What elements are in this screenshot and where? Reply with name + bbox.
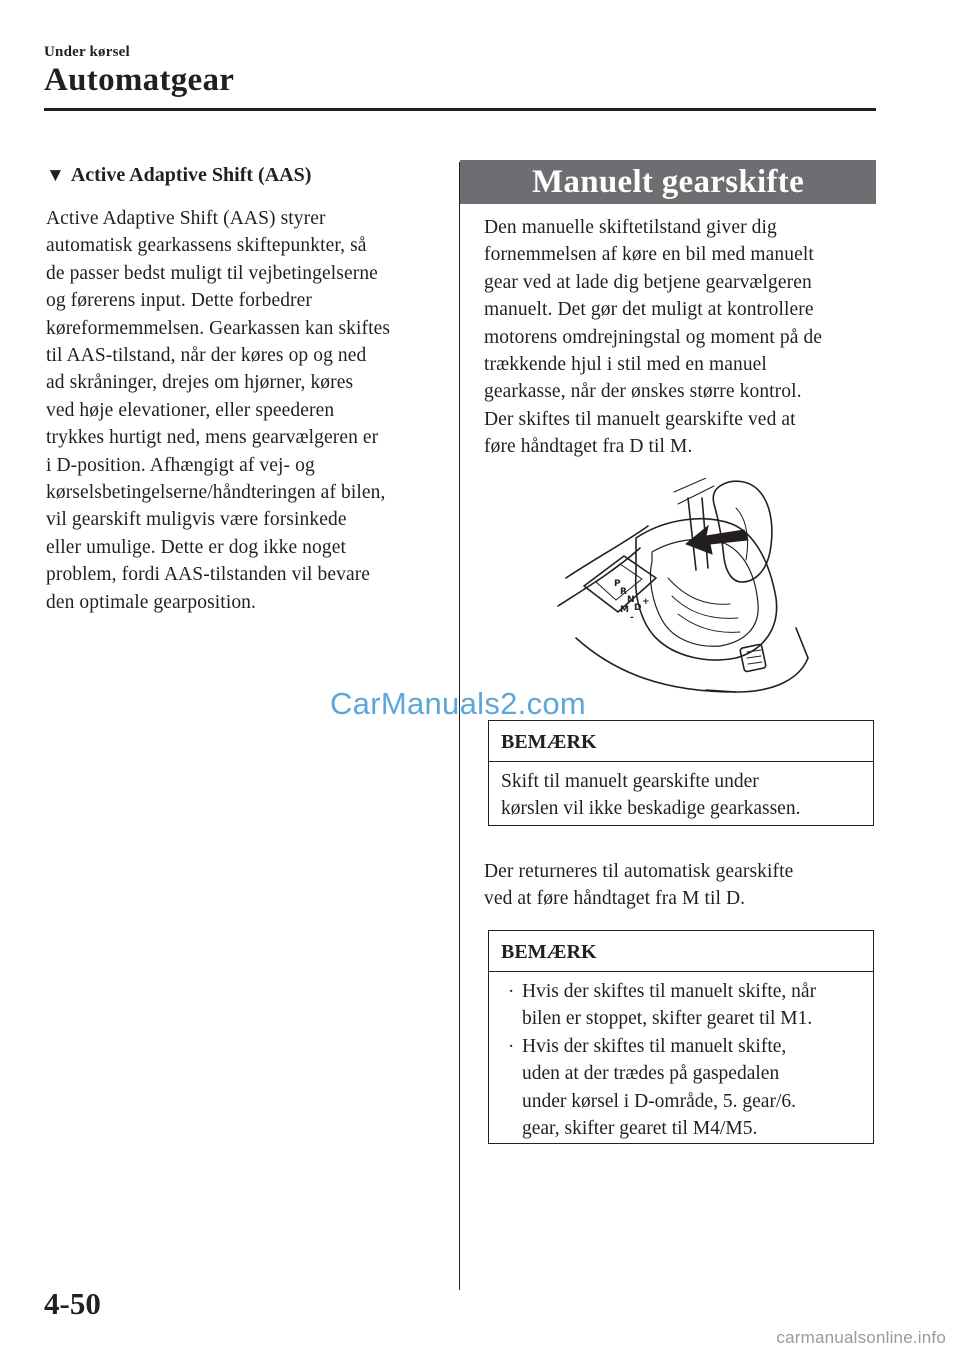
text-line: under kørsel i D-område, 5. gear/6.: [522, 1090, 796, 1112]
note-bullet: [505, 978, 863, 1033]
note-heading: BEMÆRK: [489, 721, 873, 762]
text-line: Der returneres til automatisk gearskifte: [484, 861, 794, 882]
section-label: Under kørsel: [44, 44, 130, 60]
footer-site-mark: carmanualsonline.info: [776, 1328, 946, 1347]
text-line: Den manuelle skiftetilstand giver dig: [484, 217, 777, 238]
gate-label-m: M: [620, 605, 629, 615]
text-line: til AAS-tilstand, når der køres op og ned: [46, 345, 367, 367]
section-banner: Manuelt gearskifte: [460, 160, 876, 204]
text-line: gearkasse, når der ønskes større kontrol.: [484, 381, 802, 403]
manual-intro-paragraph: [484, 214, 876, 461]
text-line: ved at føre håndtaget fra M til D.: [484, 888, 746, 910]
text-line: Skift til manuelt gearskifte under: [501, 771, 759, 792]
text-line: manuelt. Det gør det muligt at kontrollere: [484, 299, 814, 321]
text-line: Hvis der skiftes til manuelt skifte, når: [522, 981, 817, 1002]
note-box: [488, 720, 874, 826]
text-line: føre håndtaget fra D til M.: [484, 436, 693, 458]
text-line: trykkes hurtigt ned, mens gearvælgeren er: [46, 427, 379, 449]
gate-label-plus: +: [642, 597, 650, 607]
text-line: ved høje elevationer, eller speederen: [46, 399, 335, 421]
note-body: [489, 972, 873, 1150]
text-line: fornemmelsen af køre en bil med manuelt: [484, 244, 814, 266]
gate-label-d: D: [634, 603, 642, 613]
text-line: Hvis der skiftes til manuelt skifte,: [522, 1035, 787, 1057]
aas-heading: [46, 160, 438, 191]
text-line: og førerens input. Dette forbedrer: [46, 290, 313, 312]
text-line: kørselsbetingelserne/håndteringen af bilen,: [46, 482, 386, 504]
page-title: Automatgear: [44, 62, 235, 98]
text-line: de passer bedst muligt til vejbetingelserne: [46, 262, 378, 284]
text-line: motorens omdrejningstal og moment på de: [484, 326, 823, 348]
gate-label-n: N: [627, 595, 635, 605]
text-line: kørslen vil ikke beskadige gearkassen.: [501, 798, 801, 820]
gear-shift-lever-icon: [556, 478, 810, 698]
page-number: 4-50: [44, 1286, 101, 1321]
text-line: uden at der trædes på gaspedalen: [522, 1063, 780, 1085]
text-line: gear ved at lade dig betjene gearvælgeren: [484, 271, 812, 293]
text-line: køreformemmelsen. Gearkassen kan skiftes: [46, 317, 391, 339]
aas-paragraph: [46, 205, 438, 616]
return-paragraph: [484, 858, 876, 913]
text-line: gear, skifter gearet til M4/M5.: [522, 1118, 758, 1140]
column-divider: [459, 162, 460, 1290]
note-bullet: [505, 1033, 863, 1143]
text-line: vil gearskift muligvis være forsinkede: [46, 509, 347, 531]
text-line: eller umulige. Dette er dog ikke noget: [46, 536, 346, 558]
note-body: [489, 762, 873, 831]
text-line: Active Adaptive Shift (AAS) styrer: [46, 208, 326, 229]
note-heading: BEMÆRK: [489, 931, 873, 972]
gear-shift-lever-illustration: [556, 478, 810, 698]
title-rule: [44, 108, 876, 111]
text-line: i D-position. Afhængigt af vej- og: [46, 454, 315, 476]
text-line: bilen er stoppet, skifter gearet til M1.: [522, 1008, 813, 1030]
bullet-dot-icon: ·: [508, 981, 515, 1002]
gate-label-r: R: [620, 587, 627, 597]
aas-heading-text: Active Adaptive Shift (AAS): [70, 164, 312, 186]
text-line: problem, fordi AAS-tilstanden vil bevare: [46, 564, 371, 586]
note-box: [488, 930, 874, 1144]
bullet-dot-icon: ·: [508, 1035, 515, 1057]
triangle-down-icon: ▼: [46, 165, 65, 186]
text-line: Der skiftes til manuelt gearskifte ved at: [484, 408, 796, 430]
watermark: CarManuals2.com: [330, 686, 587, 721]
text-line: den optimale gearposition.: [46, 591, 257, 613]
text-line: automatisk gearkassens skiftepunkter, så: [46, 235, 367, 257]
gate-label-minus: -: [630, 613, 634, 623]
gate-label-p: P: [614, 579, 621, 589]
aas-section: [46, 160, 438, 616]
text-line: trækkende hjul i stil med en manuel: [484, 354, 767, 376]
text-line: ad skråninger, drejes om hjørner, køres: [46, 372, 354, 394]
